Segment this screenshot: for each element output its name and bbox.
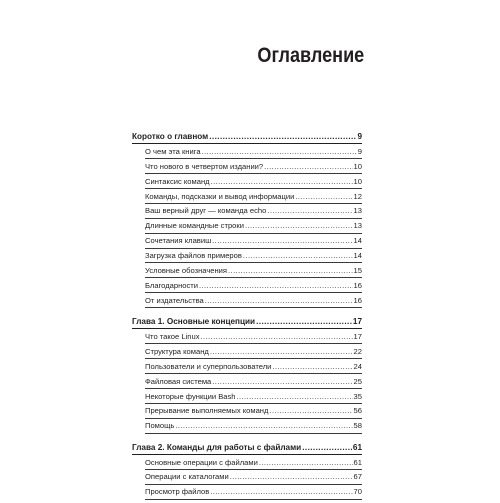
dot-leader bbox=[256, 318, 352, 326]
dot-leader bbox=[201, 333, 353, 341]
toc-entry-label: Благодарности bbox=[145, 280, 199, 290]
dot-leader bbox=[267, 207, 352, 215]
toc-entry[interactable] bbox=[145, 148, 362, 159]
dot-leader bbox=[210, 348, 353, 356]
dot-leader bbox=[264, 163, 352, 171]
toc-page-number: 16 bbox=[353, 280, 362, 290]
toc-entry-label: Просмотр файлов bbox=[145, 487, 210, 497]
toc-section-chapter-1 bbox=[132, 318, 362, 434]
toc-entry-label: Глава 2. Команды для работы с файлами bbox=[132, 442, 302, 452]
dot-leader bbox=[205, 297, 353, 305]
toc-page-number: 14 bbox=[353, 236, 362, 246]
toc-entry[interactable] bbox=[145, 488, 362, 499]
toc-chapter-entry[interactable] bbox=[132, 444, 362, 455]
toc-entry[interactable] bbox=[145, 222, 362, 233]
toc-page-number: 9 bbox=[357, 146, 362, 156]
toc-entry-label: Основные операции с файлами bbox=[145, 457, 258, 467]
toc-page-number: 9 bbox=[357, 132, 362, 141]
dot-leader bbox=[210, 488, 352, 496]
toc-page-number: 17 bbox=[352, 317, 362, 327]
dot-leader bbox=[212, 237, 352, 245]
toc-chapter-entry[interactable] bbox=[132, 133, 362, 144]
toc-entry[interactable] bbox=[145, 459, 362, 470]
toc-page-number: 24 bbox=[353, 361, 362, 371]
toc-entry-label: О чем эта книга bbox=[145, 146, 201, 156]
toc-entry-label: Загрузка файлов примеров bbox=[145, 251, 242, 261]
dot-leader bbox=[302, 444, 352, 452]
toc-entry-label: Прерывание выполняемых команд bbox=[145, 406, 269, 416]
dot-leader bbox=[230, 473, 353, 481]
toc-page-number: 10 bbox=[353, 176, 362, 186]
toc-page-number: 58 bbox=[353, 421, 362, 431]
dot-leader bbox=[243, 252, 353, 260]
toc-entry-label: Коротко о главном bbox=[132, 132, 209, 141]
toc-entry-label: От издательства bbox=[145, 295, 204, 305]
toc-entry-label: Что такое Linux bbox=[145, 331, 200, 341]
toc-entry-label: Ваш верный друг — команда echo bbox=[145, 206, 267, 216]
dot-leader bbox=[202, 148, 357, 156]
toc-entry-label: Условные обозначения bbox=[145, 266, 228, 276]
toc-page-number: 56 bbox=[353, 406, 362, 416]
dot-leader bbox=[209, 133, 356, 141]
toc-page-number: 16 bbox=[353, 295, 362, 305]
toc-entry-label: Длинные командные строки bbox=[145, 221, 244, 231]
toc-section-intro bbox=[132, 133, 362, 308]
toc-page-number: 15 bbox=[353, 266, 362, 276]
toc-entry[interactable] bbox=[145, 407, 362, 418]
toc-entry[interactable] bbox=[145, 252, 362, 263]
dot-leader bbox=[272, 363, 352, 371]
toc-page-number: 13 bbox=[353, 206, 362, 216]
toc-entry[interactable] bbox=[145, 267, 362, 278]
toc-entry-label: Команды, подсказки и вывод информации bbox=[145, 191, 295, 201]
toc-page-number: 67 bbox=[353, 472, 362, 482]
toc-page-number: 13 bbox=[353, 221, 362, 231]
dot-leader bbox=[199, 282, 353, 290]
toc-chapter-entry[interactable] bbox=[132, 318, 362, 329]
toc-page-number: 22 bbox=[353, 346, 362, 356]
toc-entry[interactable] bbox=[145, 297, 362, 308]
toc-page-number: 61 bbox=[352, 442, 362, 452]
dot-leader bbox=[237, 393, 353, 401]
toc-entry-label: Синтаксис команд bbox=[145, 176, 210, 186]
toc-page-number: 35 bbox=[353, 391, 362, 401]
toc-entry[interactable] bbox=[145, 333, 362, 344]
toc-entry-label: Операции с каталогами bbox=[145, 472, 229, 482]
dot-leader bbox=[245, 222, 353, 230]
toc-entry[interactable] bbox=[145, 363, 362, 374]
toc-entry[interactable] bbox=[145, 393, 362, 404]
toc-page-number: 14 bbox=[353, 251, 362, 261]
toc-entry-label: Сочетания клавиш bbox=[145, 236, 212, 246]
toc-entry-label: Пользователи и суперпользователи bbox=[145, 361, 272, 371]
toc-entry-label: Файловая система bbox=[145, 376, 212, 386]
toc-page-number: 17 bbox=[353, 331, 362, 341]
toc-entry-label: Что нового в четвертом издании? bbox=[145, 161, 264, 171]
toc-entry[interactable] bbox=[145, 207, 362, 218]
toc-page-number: 70 bbox=[353, 487, 362, 497]
toc-entry[interactable] bbox=[145, 178, 362, 189]
toc-entry-label: Некоторые функции Bash bbox=[145, 391, 236, 401]
toc-entry[interactable] bbox=[145, 422, 362, 433]
toc-entry[interactable] bbox=[145, 348, 362, 359]
dot-leader bbox=[295, 193, 352, 201]
dot-leader bbox=[212, 378, 352, 386]
toc-entry[interactable] bbox=[145, 237, 362, 248]
toc-entry[interactable] bbox=[145, 378, 362, 389]
toc-entry-label: Глава 1. Основные концепции bbox=[132, 317, 256, 327]
toc-entry[interactable] bbox=[145, 473, 362, 484]
toc-page-number: 10 bbox=[353, 161, 362, 171]
toc-page-number: 25 bbox=[353, 376, 362, 386]
toc-entry-label: Структура команд bbox=[145, 346, 209, 356]
dot-leader bbox=[269, 407, 352, 415]
toc-page-number: 12 bbox=[353, 191, 362, 201]
toc-page-number: 61 bbox=[353, 457, 362, 467]
dot-leader bbox=[259, 459, 353, 467]
dot-leader bbox=[228, 267, 353, 275]
toc-entry[interactable] bbox=[145, 193, 362, 204]
toc-entry[interactable] bbox=[145, 282, 362, 293]
toc-entry[interactable] bbox=[145, 163, 362, 174]
dot-leader bbox=[175, 422, 352, 430]
table-of-contents bbox=[132, 133, 362, 503]
page-title: Оглавление bbox=[257, 44, 364, 67]
toc-entry-label: Помощь bbox=[145, 421, 175, 431]
dot-leader bbox=[211, 178, 353, 186]
toc-section-chapter-2 bbox=[132, 444, 362, 500]
